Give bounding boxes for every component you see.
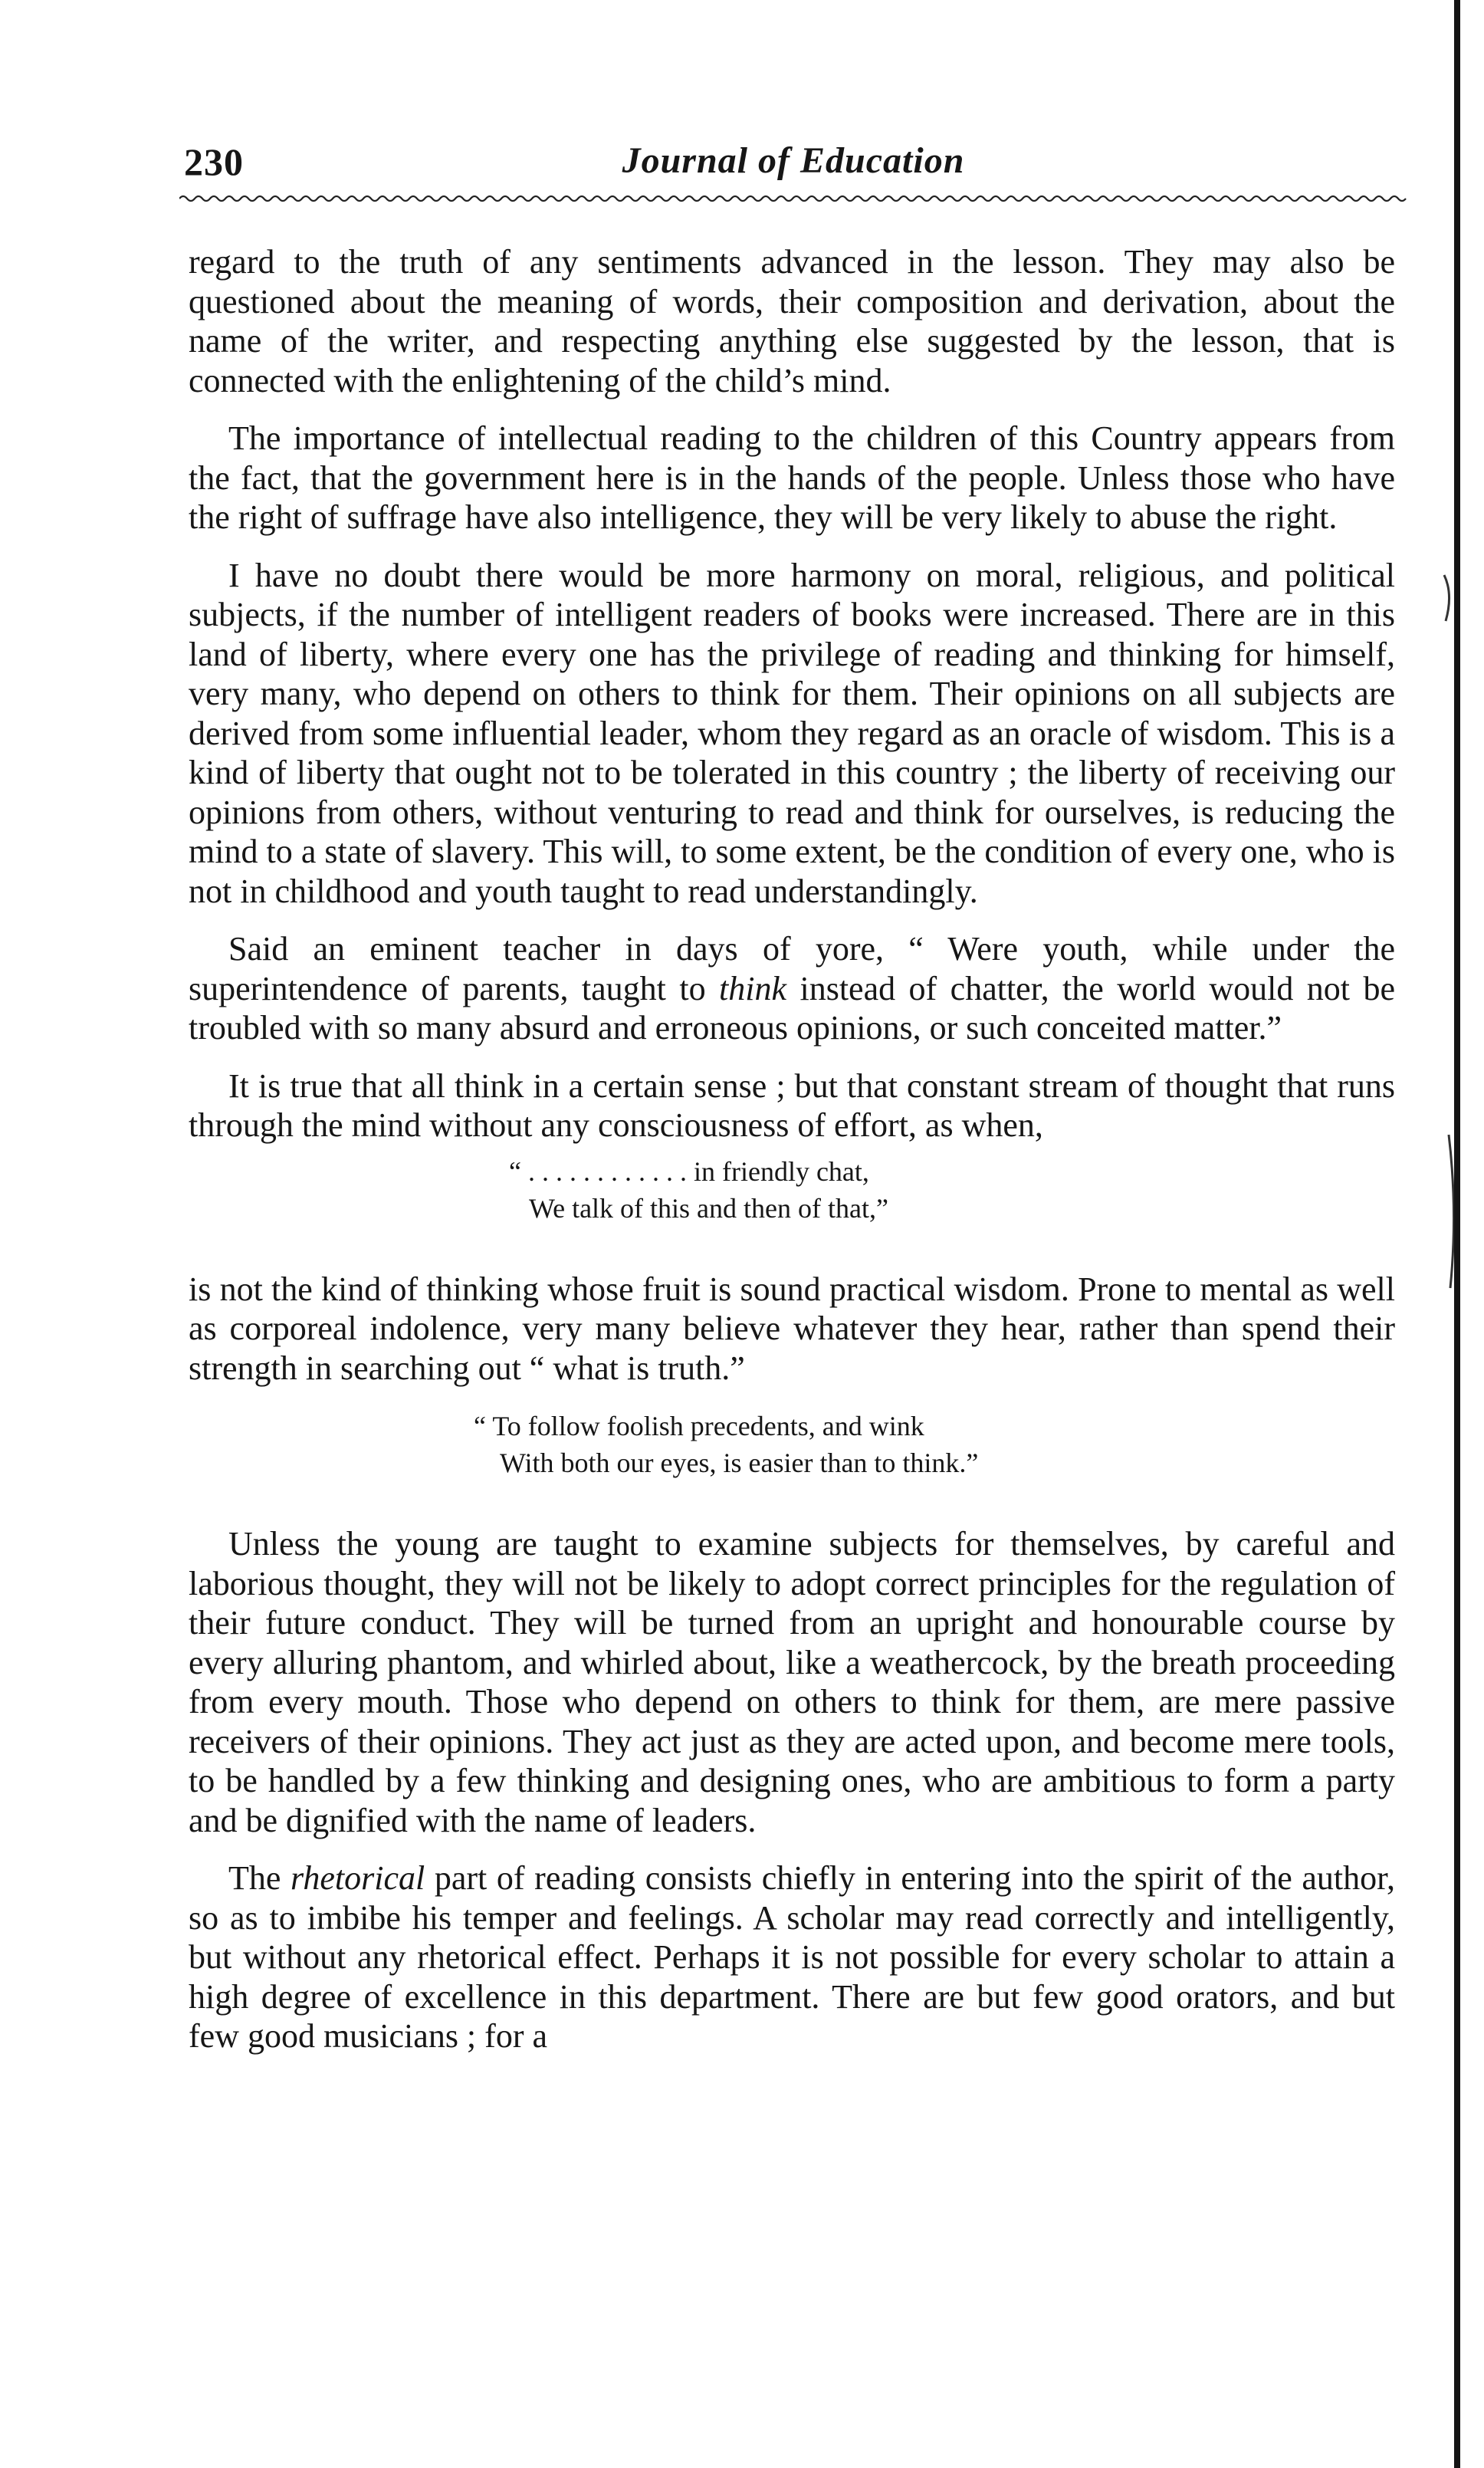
page-header <box>184 140 1403 189</box>
running-head-title: Journal of Education <box>622 140 965 181</box>
paragraph-8 <box>189 1858 1395 2056</box>
paragraph-1: regard to the truth of any sentiments advanced in the lesson. They may also be questioned about the meaning of words, their composition and derivation, about the name of the writer, and respecting anything else suggested by the lesson, that is connected with the enlightening of the child’s mind. <box>189 243 1395 399</box>
header-wavy-rule <box>179 193 1410 204</box>
binding-edge-mark <box>1427 552 1458 2468</box>
emphasis-think: think <box>719 969 787 1007</box>
page-number: 230 <box>184 140 244 183</box>
paragraph-3: I have no doubt there would be more harmony on moral, religious, and political subjects, if the number of intelligent readers of books were increased. There are in this land of liberty, where every one has the privilege of reading and thinking for himself, very many, who depend on others to think for them. Their opinions on all subjects are derived from some influential leader, whom they regard as an oracle of wisdom. This is a kind of liberty that ought not to be tolerated in this country ; the liberty of receiving our opinions from others, without venturing to read and think for ourselves, is reducing the mind to a state of slavery. This will, to some extent, be the condition of every one, who is not in childhood and youth taught to read understandingly. <box>189 556 1395 910</box>
paragraph-4-text-b: instead of chatter, the world would not be troubled with so many absurd and erroneous opinions, or such conceited matter.” <box>189 969 1395 1047</box>
verse-1-line-2: We talk of this and then of that,” <box>529 1192 888 1224</box>
paragraph-8-text-a: The <box>228 1859 291 1897</box>
paragraph-4-text-a: Said an eminent teacher in days of yore, “ Were youth, while under the superintendence of parents, taught to <box>189 930 1395 1007</box>
paragraph-8-text-b: part of reading consists chiefly in entering into the spirit of the author, so as to imbibe his temper and feelings. A scholar may read correctly and intelligently, but without any rhetorical effect. Perhaps it is not possible for every scholar to attain a high degree of excellence in this department. There are but few good orators, and but few good musicians ; for a <box>189 1859 1396 2055</box>
paragraph-6: is not the kind of thinking whose fruit is sound practical wisdom. Prone to mental as well as corporeal indolence, very many believe whatever they hear, rather than spend their strength in searching out “ what is truth.” <box>189 1270 1395 1387</box>
verse-1-line-1: “ . . . . . . . . . . . . in friendly chat, <box>509 1155 869 1187</box>
article-body <box>189 242 1395 2075</box>
verse-quotation-1 <box>189 1153 1395 1227</box>
page-binding-edge <box>1454 0 1460 2468</box>
paragraph-7: Unless the young are taught to examine subjects for themselves, by careful and laborious thought, they will not be likely to adopt correct principles for the regulation of their future conduct. They will be turned from an upright and honourable course by every alluring phantom, and whirled about, like a weathercock, by the breath proceeding from every mouth. Those who depend on others to think for them, are mere passive receivers of their opinions. They act just as they are acted upon, and become mere tools, to be handled by a few thinking and designing ones, who are ambitious to form a party and be dignified with the name of leaders. <box>189 1525 1395 1839</box>
emphasis-rhetorical: rhetorical <box>291 1859 425 1897</box>
paragraph-5: It is true that all think in a certain sense ; but that constant stream of thought that runs through the mind without any consciousness of effort, as when, <box>189 1066 1395 1144</box>
paragraph-2: The importance of intellectual reading to the children of this Country appears from the fact, that the government here is in the hands of the people. Unless those who have the right of suffrage have also intelligence, they will be very likely to abuse the right. <box>189 419 1395 536</box>
verse-2-line-2: With both our eyes, is easier than to think.” <box>500 1448 979 1478</box>
verse-2-line-1: “ To follow foolish precedents, and wink <box>474 1411 924 1441</box>
verse-quotation-2 <box>189 1408 1395 1481</box>
paragraph-4 <box>189 929 1395 1048</box>
